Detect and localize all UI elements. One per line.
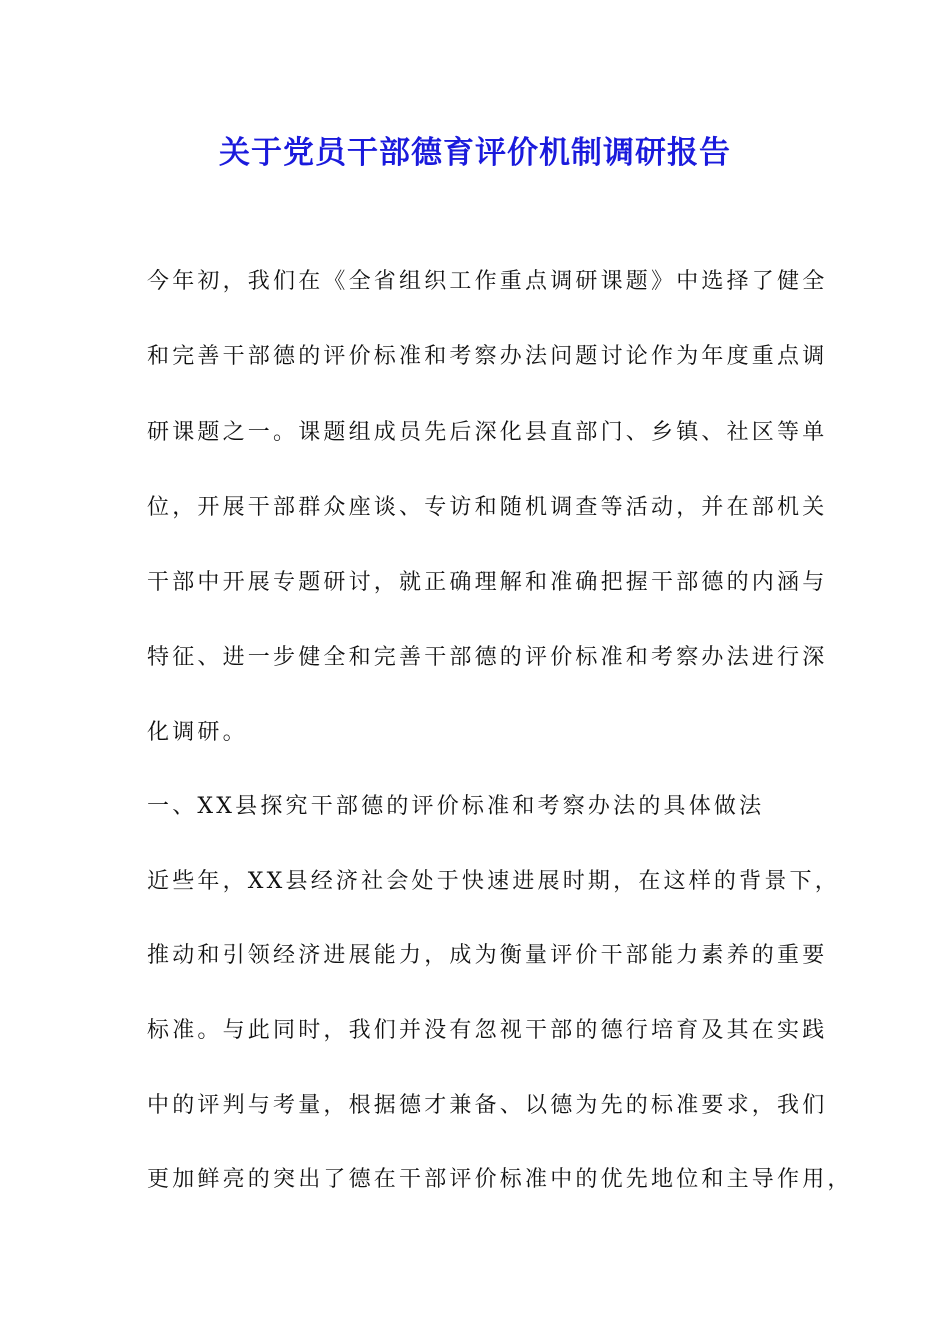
body-line-8: 近些年，XX县经济社会处于快速进展时期，在这样的背景下，	[147, 869, 840, 894]
body-line-1: 今年初，我们在《全省组织工作重点调研课题》中选择了健全	[147, 269, 828, 294]
document-title: 关于党员干部德育评价机制调研报告	[219, 135, 731, 171]
body-line-9: 推动和引领经济进展能力，成为衡量评价干部能力素养的重要	[147, 943, 828, 968]
body-line-4: 位，开展干部群众座谈、专访和随机调查等活动，并在部机关	[147, 495, 828, 520]
body-line-7: 化调研。	[147, 720, 248, 745]
body-line-3: 研课题之一。课题组成员先后深化县直部门、乡镇、社区等单	[147, 420, 828, 445]
body-line-10: 标准。与此同时，我们并没有忽视干部的德行培育及其在实践	[147, 1018, 828, 1043]
body-line-5: 干部中开展专题研讨，就正确理解和准确把握干部德的内涵与	[147, 570, 828, 595]
body-line-11: 中的评判与考量，根据德才兼备、以德为先的标准要求，我们	[147, 1093, 828, 1118]
section-heading-1: 一、XX县探究干部德的评价标准和考察办法的具体做法	[147, 794, 765, 819]
body-line-6: 特征、进一步健全和完善干部德的评价标准和考察办法进行深	[147, 645, 828, 670]
body-line-12: 更加鲜亮的突出了德在干部评价标准中的优先地位和主导作用，	[147, 1167, 853, 1192]
body-line-2: 和完善干部德的评价标准和考察办法问题讨论作为年度重点调	[147, 344, 828, 369]
